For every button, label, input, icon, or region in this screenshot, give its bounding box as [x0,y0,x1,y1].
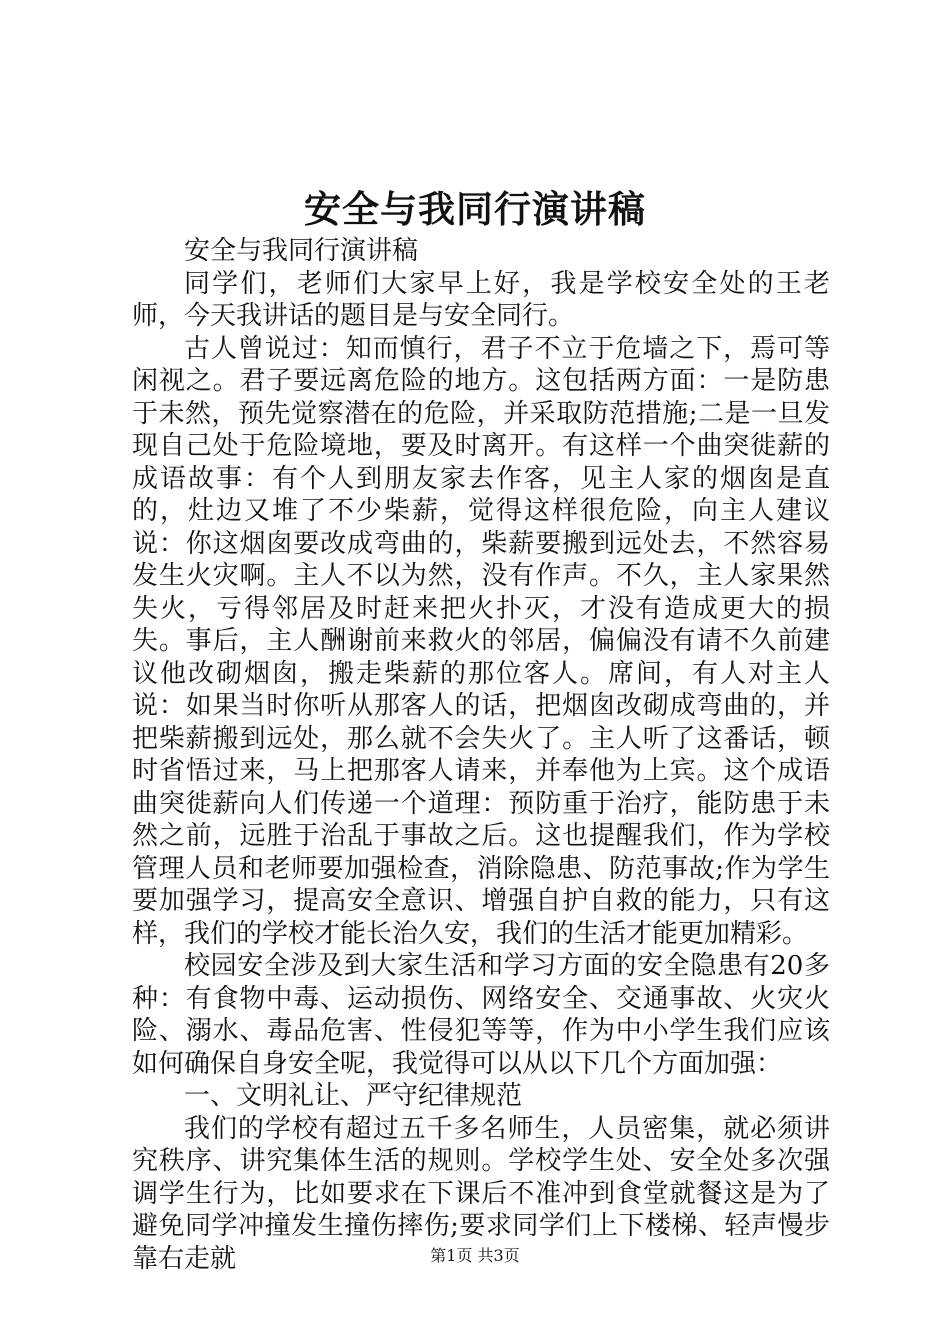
page-footer: 第1页 共3页 [430,1246,520,1265]
paragraph-heading: 安全与我同行演讲稿 [184,236,419,266]
paragraph-story: 古人曾说过：知而慎行，君子不立于危墙之下，焉可等闲视之。君子要远离危险的地方。这包括两方面：一是防患于未然，预先觉察潜在的危险，并采取防范措施;二是一旦发现自己处于危险境地，要及时离开。有这样一个曲突徙薪的成语故事：有个人到朋友家去作客，见主人家的烟囱是直的，灶边又堆了不少柴薪，觉得这样很危险，向主人建议说：你这烟囱要改成弯曲的，柴薪要搬到远处去，不然容易发生火灾啊。主人不以为然，没有作声。不久，主人家果然失火，亏得邻居及时赶来把火扑灭，才没有造成更大的损失。事后，主人酬谢前来救火的邻居，偏偏没有请不久前建议他改砌烟囱，搬走柴薪的那位客人。席间，有人对主人说：如果当时你听从那客人的话，把烟囱改砌成弯曲的，并把柴薪搬到远处，那么就不会失火了。主人听了这番话，顿时省悟过来，马上把那客人请来，并奉他为上宾。这个成语曲突徙薪向人们传递一个道理：预防重于治疗，能防患于未然之前，远胜于治乱于事故之后。这也提醒我们，作为学校管理人员和老师要加强检查，消除隐患、防范事故;作为学生要加强学习，提高安全意识、增强自护自救的能力，只有这样，我们的学校才能长治久安，我们的生活才能更加精彩。 [132,333,830,949]
section-heading-1: 一、文明礼让、严守纪律规范 [184,1081,523,1111]
document-title: 安全与我同行演讲稿 [304,187,646,231]
paragraph-hazards: 校园安全涉及到大家生活和学习方面的安全隐患有20多种：有食物中毒、运动损伤、网络安全、交通事故、火灾火险、溺水、毒品危害、性侵犯等等，作为中小学生我们应该如何确保自身安全呢，我觉得可以从以下几个方面加强： [132,951,830,1079]
document-body [132,235,830,1275]
paragraph-greeting: 同学们，老师们大家早上好，我是学校安全处的王老师，今天我讲话的题目是与安全同行。 [132,268,830,331]
paragraph-rules: 我们的学校有超过五千多名师生，人员密集，就必须讲究秩序、讲究集体生活的规则。学校学生处、安全处多次强调学生行为，比如要求在下课后不准冲到食堂就餐这是为了避免同学冲撞发生撞伤摔伤;要求同学们上下楼梯、轻声慢步靠右走就 [132,1113,830,1274]
